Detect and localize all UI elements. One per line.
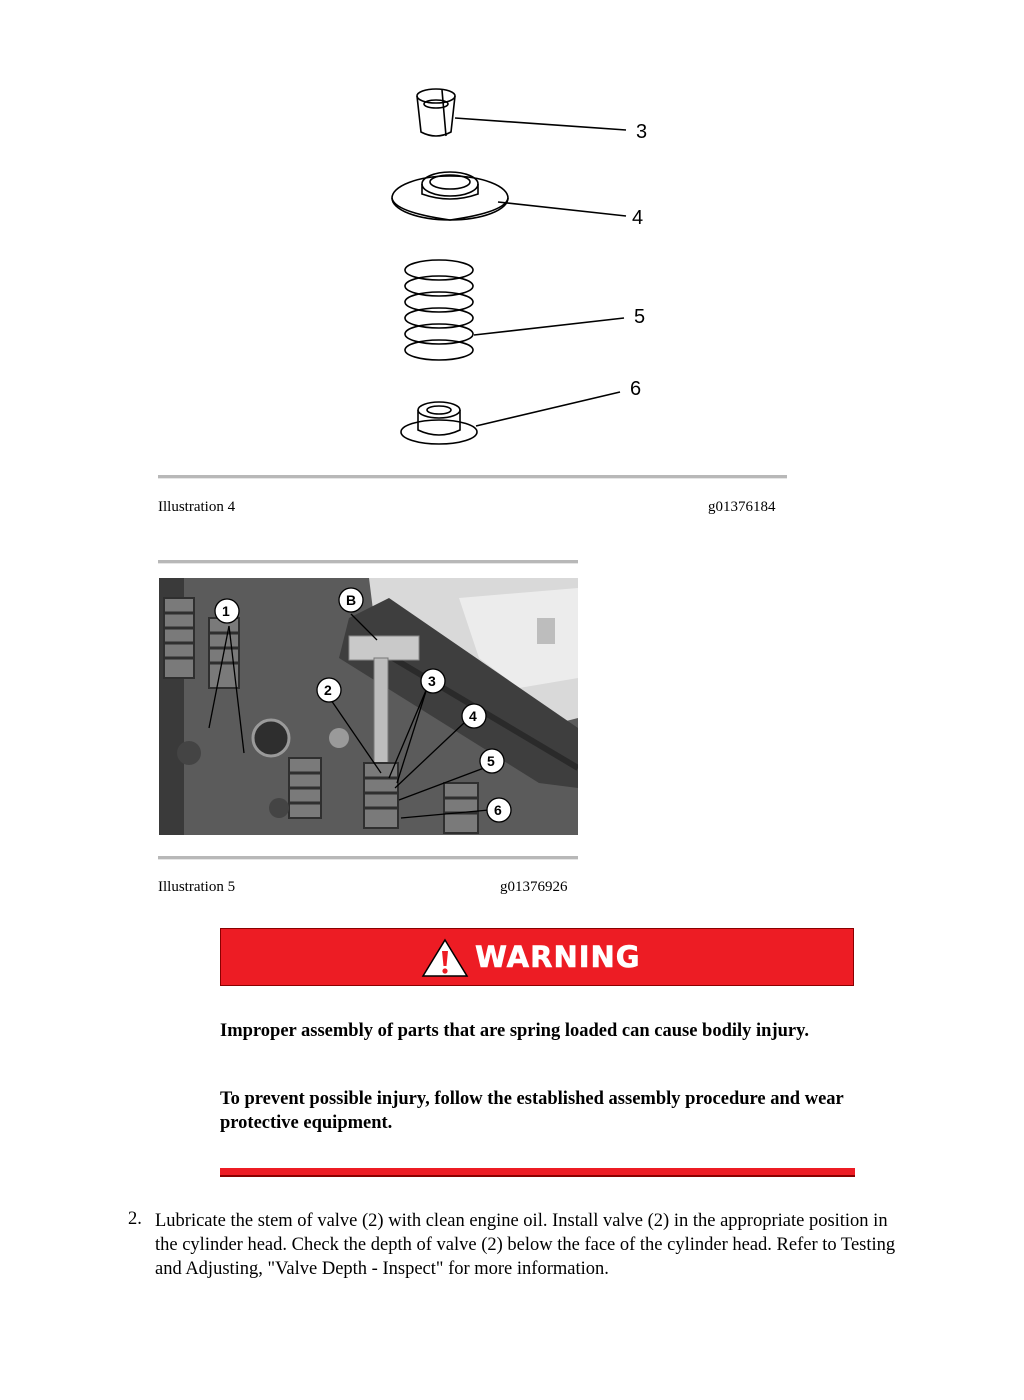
callout-5: 5 [634,306,646,328]
warning-paragraph-1: Improper assembly of parts that are spring loaded can cause bodily injury. [220,1021,809,1041]
warning-triangle-icon [421,938,469,978]
warning-paragraph-2: To prevent possible injury, follow the established assembly procedure and wear protective equipment. [220,1089,844,1133]
warning-label: WARNING [475,940,641,974]
callout-6: 6 [630,378,642,400]
cylinder-head-photo [159,578,578,835]
illustration-4-graphic-id: g01376184 [708,499,776,515]
illustration-5-top-rule [158,560,578,564]
illustration-4-caption: Illustration 4 [158,499,236,515]
photo-callout-3: 3 [428,673,436,689]
callout-3: 3 [636,121,648,143]
photo-callout-1: 1 [222,603,230,619]
step-text: Lubricate the stem of valve (2) with clean engine oil. Install valve (2) in the appropriate position in the cylinder head. Check the depth of valve (2) below the face of the cylinder head. Refer to Testing and Adjusting, "Valve Depth - Inspect" for more information. [155,1211,896,1279]
illustration-5-graphic-id: g01376926 [500,879,568,895]
photo-callout-2: 2 [324,682,332,698]
illustration-4-rule [158,475,787,479]
warning-bottom-bar [220,1168,855,1177]
warning-banner [220,928,854,986]
callout-4: 4 [632,207,644,229]
illustration-5-bottom-rule [158,856,578,860]
photo-callout-5: 5 [487,753,495,769]
photo-callout-b: B [346,592,357,608]
photo-callout-4: 4 [469,708,477,724]
step-number: 2. [128,1209,142,1229]
photo-callout-6: 6 [494,802,502,818]
illustration-5-caption: Illustration 5 [158,879,236,895]
valve-parts-exploded-drawing [380,80,680,460]
